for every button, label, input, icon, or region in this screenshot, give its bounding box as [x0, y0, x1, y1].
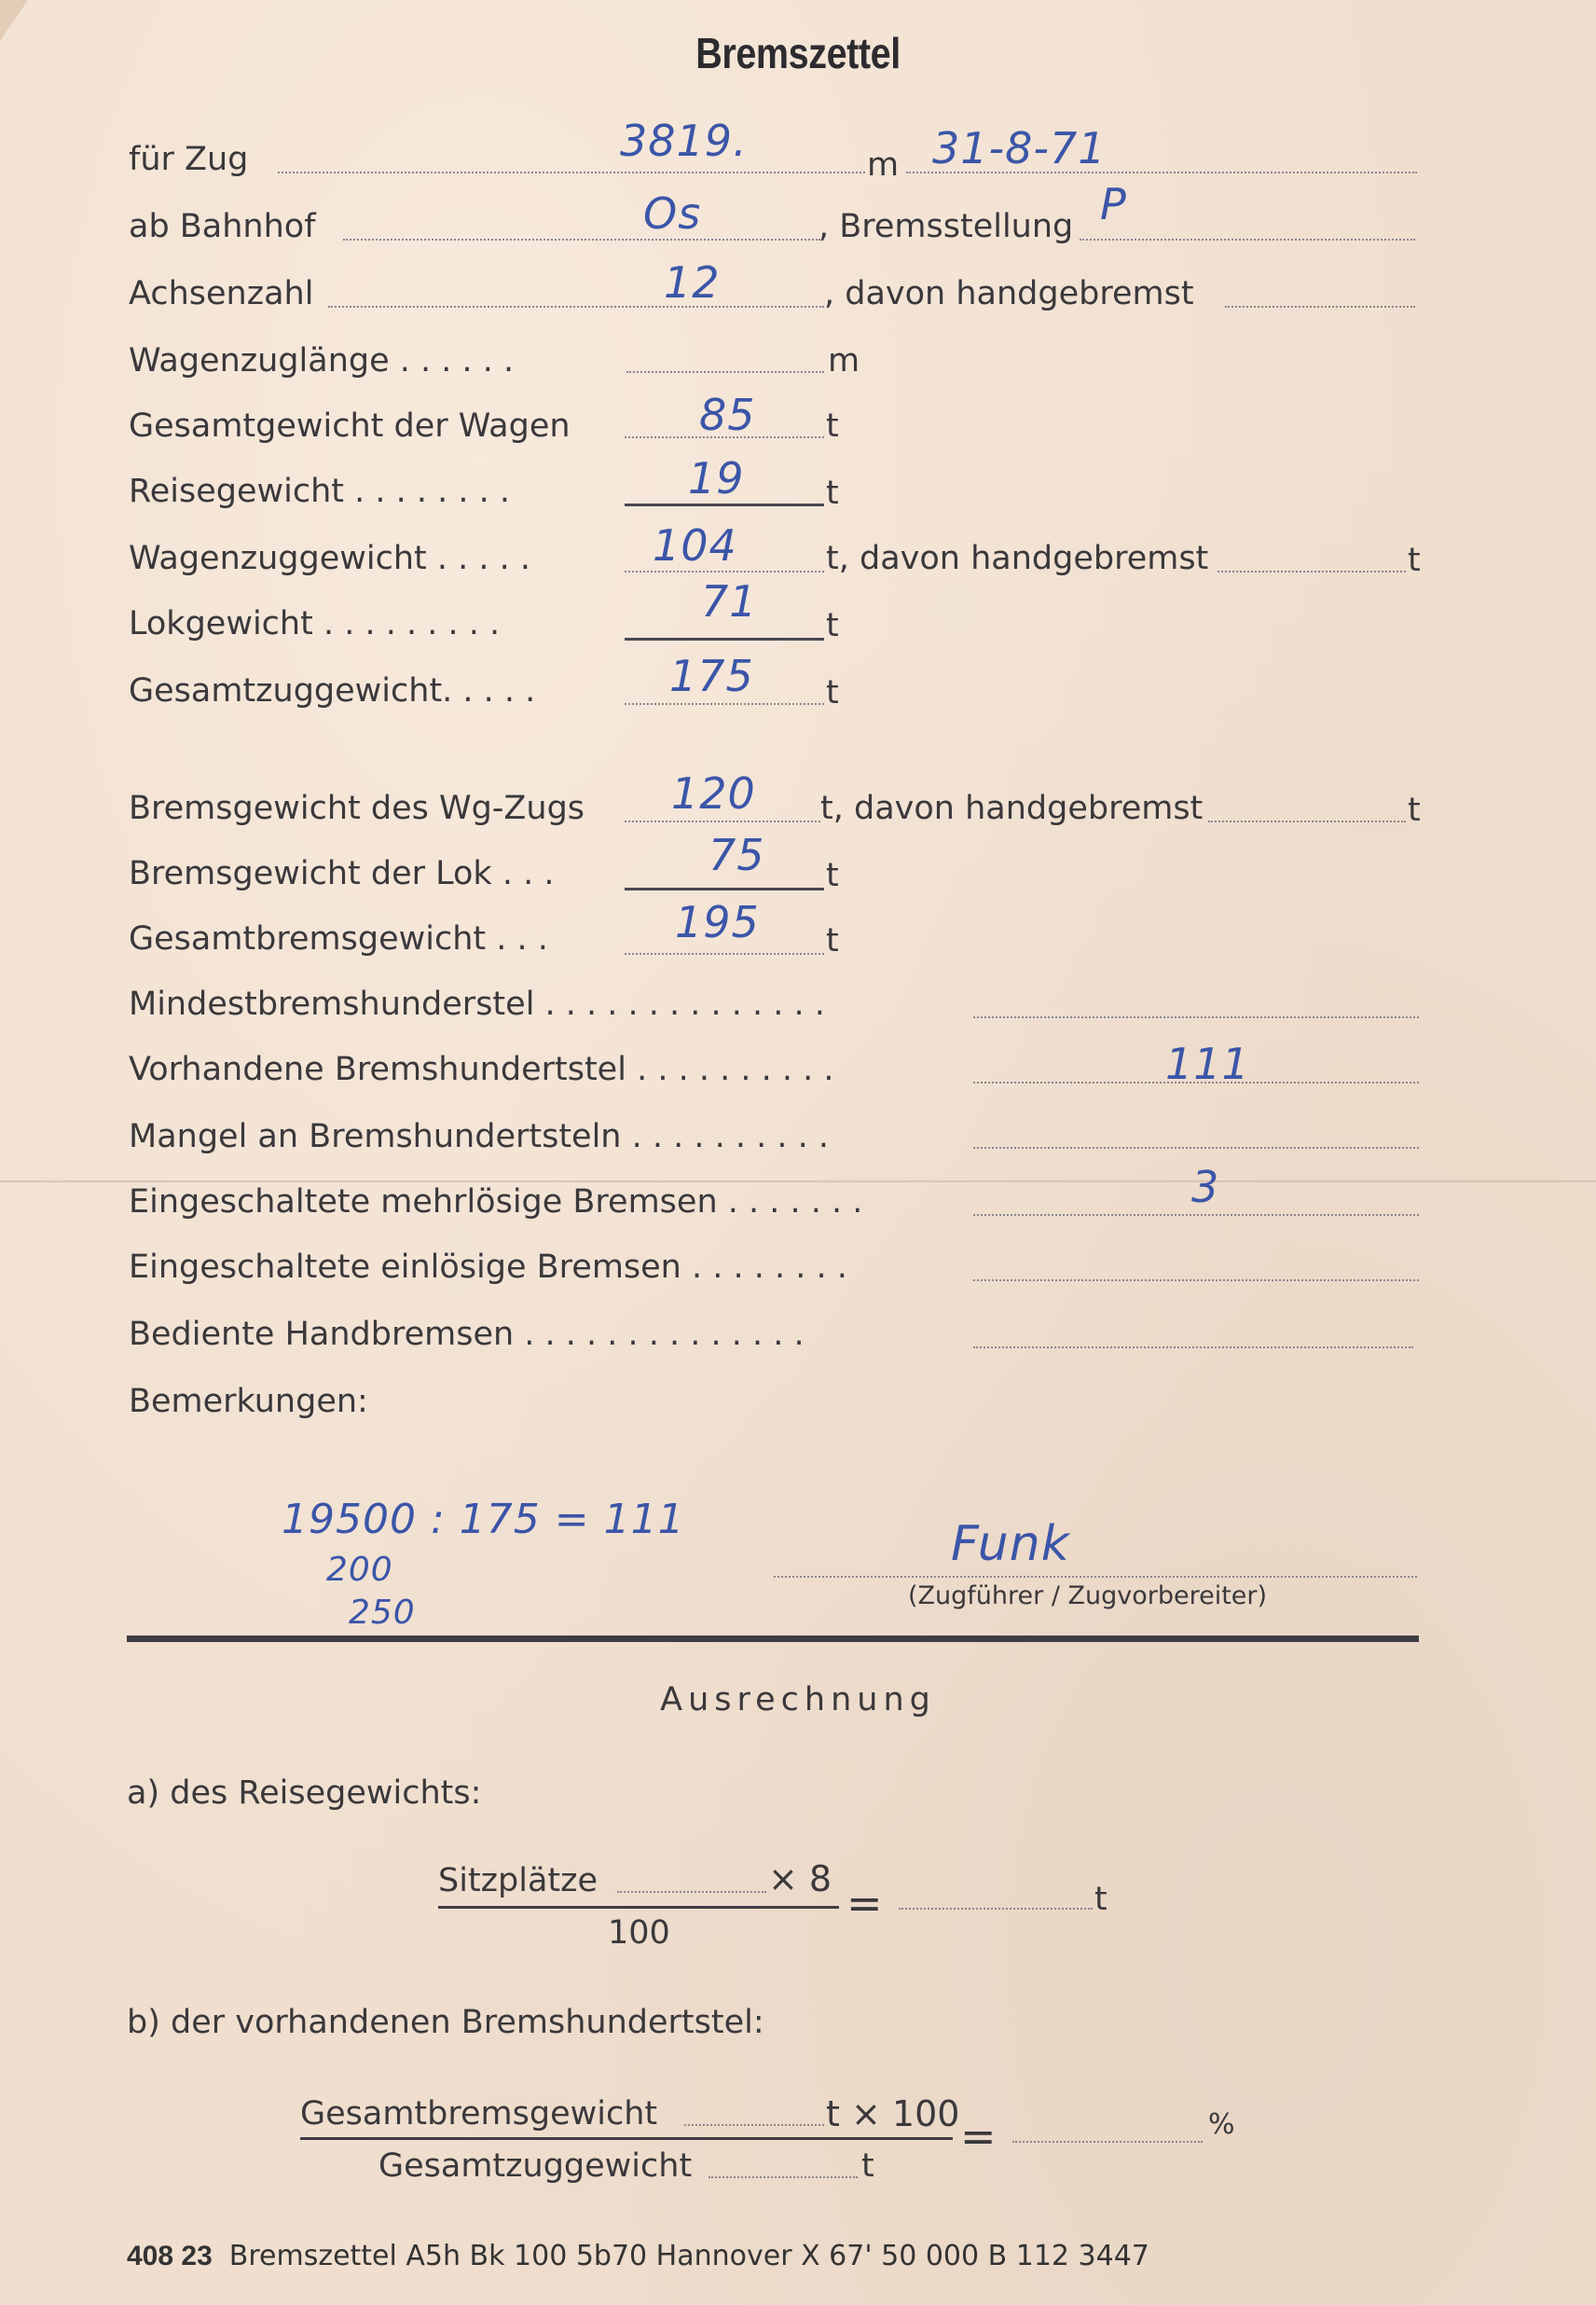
field-zug[interactable] [278, 172, 865, 173]
label-mangel: Mangel an Bremshundertsteln . . . . . . . . . . [129, 1118, 829, 1155]
field-mehrloesige[interactable] [973, 1214, 1419, 1216]
hw-achsenzahl: 12 [664, 257, 721, 308]
field-bremsgewicht-wg[interactable] [625, 821, 820, 822]
unit-t-6: t [1408, 792, 1421, 829]
b-fraction-bar [300, 2137, 953, 2140]
label-mindestbremshunderstel: Mindestbremshunderstel . . . . . . . . . . . . . . [129, 986, 825, 1023]
label-gesamtzuggewicht: Gesamtzuggewicht. . . . . [129, 672, 536, 710]
label-ab-bahnhof: ab Bahnhof [129, 208, 316, 245]
unit-t-2: t [826, 475, 839, 512]
label-b-bremshundertstel: b) der vorhandenen Bremshundertstel: [127, 2004, 764, 2041]
label-zugfuehrer: (Zugführer / Zugvorbereiter) [908, 1581, 1268, 1610]
field-reisegewicht[interactable] [625, 504, 824, 506]
field-bremsgewicht-lok[interactable] [625, 888, 824, 890]
field-gesamtbremsgewicht[interactable] [625, 953, 824, 955]
label-bremsgewicht-lok: Bremsgewicht der Lok . . . [129, 855, 555, 892]
unit-t-5: t [826, 674, 839, 711]
print-info: Bremszettel A5h Bk 100 5b70 Hannover X 67' 50 000 B 112 3447 [228, 2240, 1149, 2272]
label-davon-handgebremst-2: t, davon handgebremst [826, 540, 1209, 577]
field-achsen-handgebremst[interactable] [1225, 306, 1415, 308]
hw-signature: Funk [951, 1516, 1070, 1572]
label-einloesige: Eingeschaltete einlösige Bremsen . . . . . . . . [129, 1249, 847, 1286]
field-handbremsen[interactable] [973, 1346, 1413, 1348]
label-bremsgewicht-wg: Bremsgewicht des Wg-Zugs [129, 790, 585, 827]
field-mangel[interactable] [973, 1147, 1419, 1149]
hw-gesamtbremsgewicht: 195 [675, 897, 760, 947]
label-am: m [867, 146, 900, 184]
a-fraction-bar [438, 1906, 839, 1909]
field-wagenzuglaenge[interactable] [626, 371, 824, 373]
a-denominator: 100 [608, 1914, 670, 1952]
b-times-100: t × 100 [826, 2093, 960, 2134]
unit-m: m [828, 342, 860, 380]
hw-lokgewicht: 71 [701, 576, 758, 627]
paper-fold-line [0, 1180, 1596, 1182]
label-achsenzahl: Achsenzahl [129, 275, 314, 312]
hw-bemerkung-250: 250 [349, 1594, 416, 1632]
label-vorhandene-bremshundertstel: Vorhandene Bremshundertstel . . . . . . . . . . [129, 1051, 834, 1088]
b-denominator-unit: t [861, 2147, 874, 2185]
b-numerator: Gesamtbremsgewicht [300, 2095, 658, 2132]
hw-bahnhof: Os [643, 188, 702, 239]
label-reisegewicht: Reisegewicht . . . . . . . . [129, 473, 511, 510]
a-times-8: × 8 [768, 1858, 832, 1899]
field-mindestbremshunderstel[interactable] [973, 1016, 1419, 1018]
label-gesamtgewicht-wagen: Gesamtgewicht der Wagen [129, 407, 571, 445]
label-lokgewicht: Lokgewicht . . . . . . . . . [129, 605, 501, 642]
hw-zug-number: 3819. [620, 116, 748, 166]
field-a-result[interactable] [899, 1908, 1093, 1910]
field-gesamtbremsgewicht-calc[interactable] [684, 2124, 824, 2126]
hw-reisegewicht: 19 [688, 453, 745, 504]
label-a-reisegewicht: a) des Reisegewichts: [127, 1774, 482, 1812]
hw-bremsgewicht-lok: 75 [709, 830, 765, 880]
label-gesamtbremsgewicht: Gesamtbremsgewicht . . . [129, 920, 548, 958]
field-wagenzug-handgebremst[interactable] [1218, 571, 1406, 573]
b-unit-percent: % [1208, 2108, 1235, 2141]
unit-t-1: t [826, 407, 839, 445]
unit-t-3: t [1408, 542, 1421, 579]
field-gesamtzuggewicht[interactable] [625, 703, 824, 705]
field-bremsstellung[interactable] [1080, 239, 1415, 241]
label-bremsstellung: , Bremsstellung [819, 208, 1074, 245]
section-divider [127, 1636, 1419, 1642]
hw-vorhandene: 111 [1165, 1039, 1250, 1089]
field-signature[interactable] [774, 1576, 1417, 1578]
label-handbremsen: Bediente Handbremsen . . . . . . . . . . . . . . [129, 1316, 805, 1353]
field-lokgewicht[interactable] [625, 638, 824, 641]
label-mehrloesige: Eingeschaltete mehrlösige Bremsen . . . . . . . [129, 1183, 863, 1221]
form-title: Bremszettel [695, 29, 901, 77]
a-equals: = [846, 1878, 883, 1928]
hw-bemerkung-200: 200 [326, 1551, 393, 1589]
a-unit-t: t [1094, 1881, 1108, 1918]
hw-bremsgewicht-wg: 120 [671, 768, 756, 819]
hw-wagenzuggewicht: 104 [653, 520, 737, 571]
label-wagenzuggewicht: Wagenzuggewicht . . . . . [129, 540, 531, 577]
form-footer [127, 2240, 1149, 2272]
label-davon-handgebremst-1: , davon handgebremst [824, 275, 1194, 312]
field-wagenzuggewicht[interactable] [625, 571, 824, 573]
label-bemerkungen: Bemerkungen: [129, 1383, 368, 1420]
hw-date: 31-8-71 [932, 123, 1107, 173]
label-davon-handgebremst-3: t, davon handgebremst [820, 790, 1204, 827]
field-b-result[interactable] [1012, 2141, 1203, 2143]
unit-t-8: t [826, 922, 839, 959]
hw-bemerkung-calc: 19500 : 175 = 111 [282, 1496, 685, 1543]
hw-mehrloesige: 3 [1191, 1162, 1220, 1212]
form-number: 408 23 [127, 2241, 213, 2271]
field-gesamtzuggewicht-calc[interactable] [709, 2176, 858, 2178]
field-sitzplaetze[interactable] [617, 1891, 766, 1893]
a-numerator: Sitzplätze [438, 1862, 598, 1899]
hw-bremsstellung: P [1100, 179, 1127, 229]
hw-gesamtgewicht-wagen: 85 [699, 390, 756, 440]
unit-t-4: t [826, 607, 839, 644]
unit-t-7: t [826, 857, 839, 894]
folded-corner [0, 0, 28, 41]
label-wagenzuglaenge: Wagenzuglänge . . . . . . [129, 342, 515, 380]
b-denominator: Gesamtzuggewicht [378, 2147, 693, 2185]
field-bahnhof[interactable] [343, 239, 820, 241]
heading-ausrechnung: Ausrechnung [660, 1681, 936, 1718]
label-fuer-zug: für Zug [129, 141, 249, 178]
field-achsenzahl[interactable] [328, 306, 824, 308]
hw-gesamtzuggewicht: 175 [669, 651, 754, 701]
b-equals: = [960, 2111, 997, 2161]
field-einloesige[interactable] [973, 1279, 1419, 1281]
field-bremsgewicht-handgebremst[interactable] [1208, 821, 1406, 822]
